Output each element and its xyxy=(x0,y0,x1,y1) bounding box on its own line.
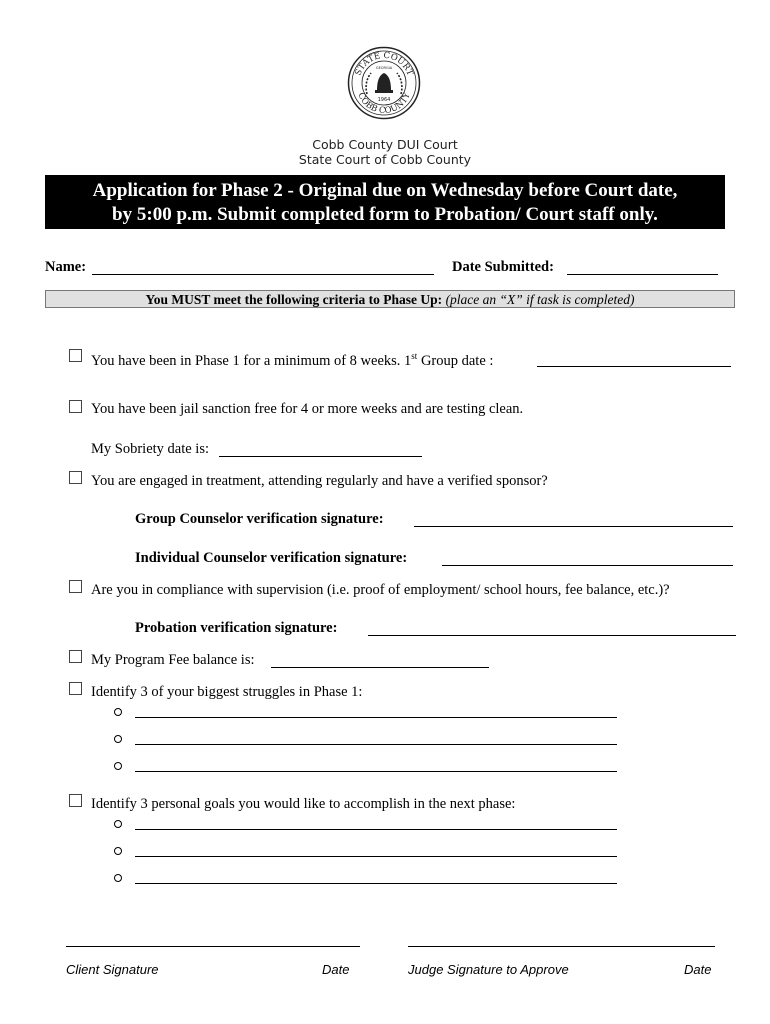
jail-free-text: You have been jail sanction free for 4 or more weeks and are testing clean. xyxy=(91,401,524,417)
struggle-line-1[interactable] xyxy=(135,717,617,718)
struggle-line-3[interactable] xyxy=(135,771,617,772)
fee-checkbox[interactable] xyxy=(69,650,82,663)
individual-counselor-signature-field[interactable] xyxy=(442,565,733,566)
client-date-label: Date xyxy=(322,962,350,977)
sobriety-label: My Sobriety date is: xyxy=(91,441,210,457)
criteria-header xyxy=(45,290,735,308)
svg-text:GEORGIA: GEORGIA xyxy=(375,66,393,70)
treatment-checkbox[interactable] xyxy=(69,471,82,484)
goal-line-1[interactable] xyxy=(135,829,617,830)
judge-signature-label: Judge Signature to Approve xyxy=(408,962,569,977)
name-field[interactable] xyxy=(92,274,434,275)
treatment-text: You are engaged in treatment, attending regularly and have a verified sponsor? xyxy=(91,473,548,489)
title-banner xyxy=(45,175,725,229)
compliance-checkbox[interactable] xyxy=(69,580,82,593)
bullet-icon xyxy=(114,847,122,855)
criteria-italic-text: (place an “X” if task is completed) xyxy=(445,292,635,307)
date-submitted-label: Date Submitted: xyxy=(452,259,554,275)
sobriety-date-field[interactable] xyxy=(219,456,422,457)
bullet-icon xyxy=(114,762,122,770)
criteria-bold-text: You MUST meet the following criteria to Phase Up: xyxy=(145,292,443,307)
fee-balance-field[interactable] xyxy=(271,667,489,668)
court-name-line2: State Court of Cobb County xyxy=(298,152,472,167)
svg-text:COBB COUNTY: COBB COUNTY xyxy=(355,91,413,117)
probation-label: Probation verification signature: xyxy=(135,620,338,636)
phase1-checkbox[interactable] xyxy=(69,349,82,362)
struggle-line-2[interactable] xyxy=(135,744,617,745)
banner-line2: by 5:00 p.m. Submit completed form to Probation/ Court staff only. xyxy=(112,204,658,225)
struggles-checkbox[interactable] xyxy=(69,682,82,695)
goals-checkbox[interactable] xyxy=(69,794,82,807)
court-seal-logo xyxy=(347,46,421,120)
group-counselor-signature-field[interactable] xyxy=(414,526,733,527)
name-label: Name: xyxy=(45,259,87,275)
goal-line-2[interactable] xyxy=(135,856,617,857)
probation-signature-field[interactable] xyxy=(368,635,736,636)
client-signature-line[interactable] xyxy=(66,946,360,947)
jail-free-checkbox[interactable] xyxy=(69,400,82,413)
bullet-icon xyxy=(114,708,122,716)
svg-text:STATE COURT: STATE COURT xyxy=(353,50,415,78)
judge-signature-line[interactable] xyxy=(408,946,715,947)
judge-date-label: Date xyxy=(684,962,712,977)
client-signature-label: Client Signature xyxy=(66,962,159,977)
fee-text: My Program Fee balance is: xyxy=(91,652,255,668)
court-name-line1: Cobb County DUI Court xyxy=(312,137,458,152)
bullet-icon xyxy=(114,735,122,743)
bullet-icon xyxy=(114,820,122,828)
phase1-text: You have been in Phase 1 for a minimum of 8 weeks. 1st Group date : xyxy=(91,351,494,369)
date-submitted-field[interactable] xyxy=(567,274,718,275)
individual-counselor-label: Individual Counselor verification signature: xyxy=(135,550,408,566)
banner-line1: Application for Phase 2 - Original due on Wednesday before Court date, xyxy=(92,180,678,201)
bullet-icon xyxy=(114,874,122,882)
struggles-text: Identify 3 of your biggest struggles in Phase 1: xyxy=(91,684,363,700)
goal-line-3[interactable] xyxy=(135,883,617,884)
compliance-text: Are you in compliance with supervision (i.e. proof of employment/ school hours, fee balance, etc.)? xyxy=(91,582,670,598)
goals-text: Identify 3 personal goals you would like to accomplish in the next phase: xyxy=(91,796,516,812)
svg-text:1964: 1964 xyxy=(377,97,391,103)
group-date-field[interactable] xyxy=(537,366,731,367)
group-counselor-label: Group Counselor verification signature: xyxy=(135,511,384,527)
